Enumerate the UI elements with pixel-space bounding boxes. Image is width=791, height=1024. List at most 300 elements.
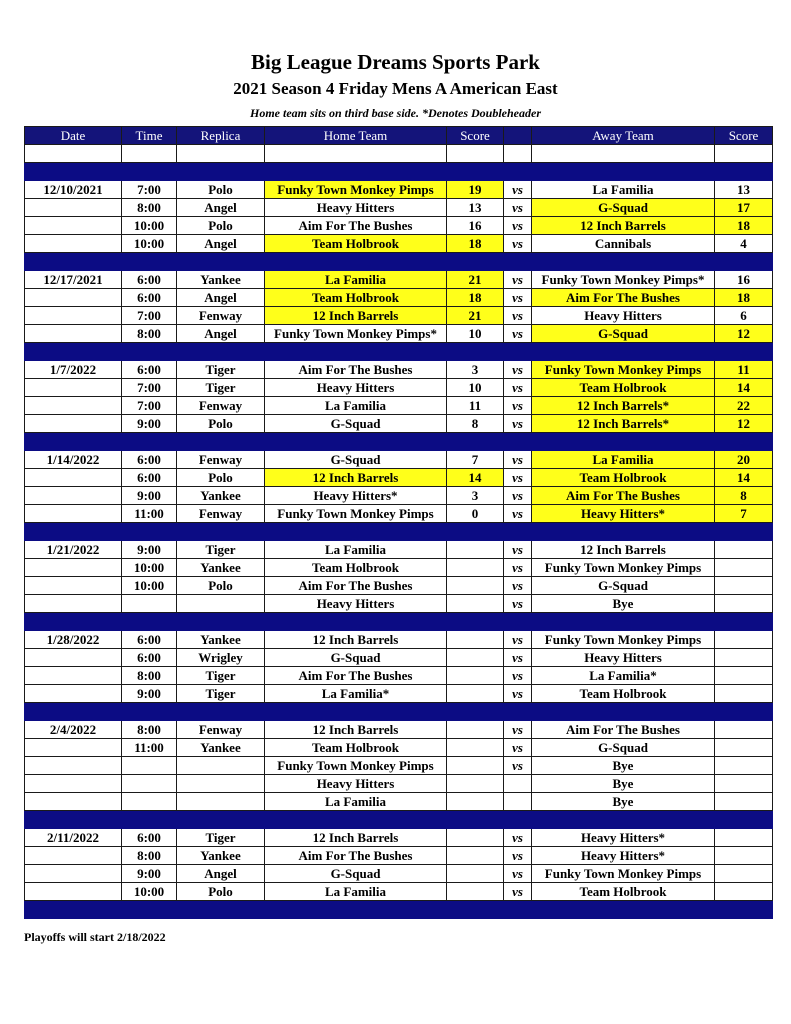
separator-cell: [504, 163, 532, 181]
week-separator-row: [25, 811, 773, 829]
time-cell: 6:00: [122, 631, 177, 649]
time-cell: 8:00: [122, 847, 177, 865]
separator-cell: [504, 433, 532, 451]
date-cell: [25, 883, 122, 901]
game-row: [25, 595, 773, 613]
replica-cell: Polo: [177, 883, 265, 901]
home-score-cell: [447, 883, 504, 901]
home-team-cell: Heavy Hitters: [265, 379, 447, 397]
replica-cell: Fenway: [177, 721, 265, 739]
separator-cell: [504, 253, 532, 271]
away-score-cell: [715, 649, 773, 667]
separator-cell: [177, 343, 265, 361]
home-score-cell: 19: [447, 181, 504, 199]
away-score-cell: 12: [715, 415, 773, 433]
away-team-cell: La Familia: [532, 451, 715, 469]
date-cell: [25, 577, 122, 595]
week-separator-row: [25, 901, 773, 919]
away-score-cell: [715, 685, 773, 703]
away-team-cell: Bye: [532, 595, 715, 613]
separator-cell: [447, 613, 504, 631]
away-team-cell: Heavy Hitters: [532, 649, 715, 667]
schedule-note: Home team sits on third base side. *Denotes Doubleheader: [250, 106, 541, 120]
game-row: [25, 379, 773, 397]
home-team-cell: Team Holbrook: [265, 739, 447, 757]
home-score-cell: [447, 829, 504, 847]
table-header-row: [25, 127, 773, 145]
separator-cell: [532, 253, 715, 271]
separator-cell: [447, 703, 504, 721]
vs-cell: vs: [504, 469, 532, 487]
home-score-cell: 21: [447, 307, 504, 325]
home-team-cell: G-Squad: [265, 415, 447, 433]
game-row: [25, 505, 773, 523]
away-team-cell: 12 Inch Barrels*: [532, 397, 715, 415]
away-team-cell: G-Squad: [532, 199, 715, 217]
separator-cell: [25, 703, 122, 721]
separator-cell: [532, 433, 715, 451]
date-cell: [25, 235, 122, 253]
replica-cell: Yankee: [177, 631, 265, 649]
away-score-cell: [715, 757, 773, 775]
home-team-cell: Team Holbrook: [265, 559, 447, 577]
away-score-cell: [715, 847, 773, 865]
game-row: [25, 829, 773, 847]
week-separator-row: [25, 343, 773, 361]
time-cell: 9:00: [122, 487, 177, 505]
separator-cell: [265, 703, 447, 721]
column-header-home-score: Score: [447, 127, 504, 145]
game-row: [25, 181, 773, 199]
game-row: [25, 307, 773, 325]
game-row: [25, 649, 773, 667]
date-cell: 1/28/2022: [25, 631, 122, 649]
away-team-cell: Aim For The Bushes: [532, 289, 715, 307]
date-cell: [25, 379, 122, 397]
away-team-cell: 12 Inch Barrels: [532, 541, 715, 559]
replica-cell: [177, 757, 265, 775]
time-cell: [122, 595, 177, 613]
home-score-cell: 10: [447, 325, 504, 343]
replica-cell: Tiger: [177, 685, 265, 703]
separator-cell: [25, 163, 122, 181]
time-cell: 11:00: [122, 739, 177, 757]
away-team-cell: G-Squad: [532, 325, 715, 343]
separator-cell: [177, 163, 265, 181]
separator-cell: [715, 703, 773, 721]
game-row: [25, 847, 773, 865]
away-score-cell: [715, 721, 773, 739]
date-cell: [25, 505, 122, 523]
game-row: [25, 397, 773, 415]
replica-cell: Yankee: [177, 559, 265, 577]
time-cell: 6:00: [122, 289, 177, 307]
away-score-cell: 22: [715, 397, 773, 415]
home-team-cell: La Familia: [265, 883, 447, 901]
time-cell: 10:00: [122, 577, 177, 595]
time-cell: 6:00: [122, 361, 177, 379]
schedule-subtitle: 2021 Season 4 Friday Mens A American East: [233, 79, 558, 98]
time-cell: 6:00: [122, 451, 177, 469]
time-cell: 6:00: [122, 829, 177, 847]
home-score-cell: [447, 631, 504, 649]
away-score-cell: [715, 739, 773, 757]
separator-cell: [25, 433, 122, 451]
replica-cell: Fenway: [177, 397, 265, 415]
date-cell: [25, 307, 122, 325]
away-team-cell: Cannibals: [532, 235, 715, 253]
game-row: [25, 289, 773, 307]
separator-cell: [715, 811, 773, 829]
home-team-cell: Heavy Hitters: [265, 595, 447, 613]
home-score-cell: 14: [447, 469, 504, 487]
replica-cell: Polo: [177, 181, 265, 199]
playoffs-note: Playoffs will start 2/18/2022: [24, 930, 166, 944]
vs-cell: vs: [504, 217, 532, 235]
date-cell: 2/11/2022: [25, 829, 122, 847]
time-cell: 9:00: [122, 865, 177, 883]
game-row: [25, 361, 773, 379]
away-score-cell: [715, 631, 773, 649]
week-separator-row: [25, 163, 773, 181]
separator-cell: [122, 523, 177, 541]
separator-cell: [447, 343, 504, 361]
vs-cell: vs: [504, 451, 532, 469]
home-team-cell: Aim For The Bushes: [265, 667, 447, 685]
replica-cell: Wrigley: [177, 649, 265, 667]
time-cell: 8:00: [122, 325, 177, 343]
separator-cell: [122, 253, 177, 271]
separator-cell: [447, 901, 504, 919]
separator-cell: [715, 163, 773, 181]
time-cell: 11:00: [122, 505, 177, 523]
vs-cell: vs: [504, 883, 532, 901]
away-team-cell: Aim For The Bushes: [532, 487, 715, 505]
separator-cell: [532, 163, 715, 181]
separator-cell: [447, 523, 504, 541]
date-cell: [25, 289, 122, 307]
replica-cell: Fenway: [177, 307, 265, 325]
separator-cell: [265, 811, 447, 829]
vs-cell: vs: [504, 865, 532, 883]
game-row: [25, 325, 773, 343]
replica-cell: [177, 595, 265, 613]
date-cell: [25, 217, 122, 235]
separator-cell: [447, 253, 504, 271]
blank-cell: [122, 145, 177, 163]
separator-cell: [715, 253, 773, 271]
separator-cell: [265, 901, 447, 919]
separator-cell: [265, 613, 447, 631]
vs-cell: vs: [504, 757, 532, 775]
date-cell: [25, 595, 122, 613]
game-row: [25, 721, 773, 739]
home-score-cell: 18: [447, 289, 504, 307]
game-row: [25, 667, 773, 685]
game-row: [25, 217, 773, 235]
home-team-cell: Funky Town Monkey Pimps: [265, 181, 447, 199]
week-separator-row: [25, 613, 773, 631]
away-score-cell: 14: [715, 469, 773, 487]
game-row: [25, 541, 773, 559]
separator-cell: [504, 811, 532, 829]
separator-cell: [447, 433, 504, 451]
home-score-cell: [447, 667, 504, 685]
game-row: [25, 469, 773, 487]
replica-cell: Tiger: [177, 541, 265, 559]
date-cell: [25, 685, 122, 703]
separator-cell: [177, 703, 265, 721]
game-row: [25, 487, 773, 505]
week-separator-row: [25, 433, 773, 451]
separator-cell: [25, 523, 122, 541]
separator-cell: [25, 343, 122, 361]
vs-cell: vs: [504, 361, 532, 379]
home-team-cell: 12 Inch Barrels: [265, 469, 447, 487]
replica-cell: Tiger: [177, 361, 265, 379]
date-cell: [25, 757, 122, 775]
time-cell: 8:00: [122, 667, 177, 685]
away-score-cell: 16: [715, 271, 773, 289]
separator-cell: [25, 253, 122, 271]
away-score-cell: 17: [715, 199, 773, 217]
time-cell: 9:00: [122, 685, 177, 703]
away-score-cell: [715, 883, 773, 901]
home-score-cell: 10: [447, 379, 504, 397]
home-team-cell: 12 Inch Barrels: [265, 307, 447, 325]
time-cell: [122, 793, 177, 811]
home-score-cell: [447, 775, 504, 793]
column-header-vs: [504, 127, 532, 145]
separator-cell: [265, 163, 447, 181]
home-score-cell: [447, 685, 504, 703]
home-team-cell: La Familia*: [265, 685, 447, 703]
separator-cell: [265, 523, 447, 541]
separator-cell: [532, 703, 715, 721]
away-score-cell: [715, 541, 773, 559]
column-header-time: Time: [122, 127, 177, 145]
away-team-cell: Heavy Hitters*: [532, 829, 715, 847]
home-score-cell: [447, 577, 504, 595]
week-separator-row: [25, 253, 773, 271]
replica-cell: Angel: [177, 865, 265, 883]
away-score-cell: [715, 829, 773, 847]
away-team-cell: Heavy Hitters*: [532, 505, 715, 523]
vs-cell: vs: [504, 631, 532, 649]
time-cell: [122, 757, 177, 775]
replica-cell: Angel: [177, 199, 265, 217]
separator-cell: [265, 433, 447, 451]
date-cell: [25, 865, 122, 883]
separator-cell: [715, 901, 773, 919]
date-cell: [25, 847, 122, 865]
game-row: [25, 865, 773, 883]
away-team-cell: Heavy Hitters: [532, 307, 715, 325]
replica-cell: Angel: [177, 325, 265, 343]
away-team-cell: G-Squad: [532, 739, 715, 757]
away-score-cell: 18: [715, 289, 773, 307]
away-team-cell: Funky Town Monkey Pimps*: [532, 271, 715, 289]
replica-cell: Yankee: [177, 487, 265, 505]
separator-cell: [532, 811, 715, 829]
date-cell: [25, 487, 122, 505]
replica-cell: Polo: [177, 415, 265, 433]
blank-cell: [504, 145, 532, 163]
separator-cell: [532, 901, 715, 919]
separator-cell: [715, 523, 773, 541]
home-team-cell: La Familia: [265, 541, 447, 559]
blank-row: [25, 145, 773, 163]
game-row: [25, 559, 773, 577]
replica-cell: Fenway: [177, 505, 265, 523]
home-team-cell: Aim For The Bushes: [265, 847, 447, 865]
home-team-cell: Heavy Hitters*: [265, 487, 447, 505]
time-cell: 8:00: [122, 199, 177, 217]
away-score-cell: [715, 595, 773, 613]
replica-cell: Polo: [177, 217, 265, 235]
time-cell: 10:00: [122, 235, 177, 253]
vs-cell: vs: [504, 667, 532, 685]
replica-cell: Tiger: [177, 667, 265, 685]
home-team-cell: Team Holbrook: [265, 289, 447, 307]
column-header-away-score: Score: [715, 127, 773, 145]
away-team-cell: Bye: [532, 775, 715, 793]
vs-cell: vs: [504, 289, 532, 307]
date-cell: 1/21/2022: [25, 541, 122, 559]
separator-cell: [532, 343, 715, 361]
away-score-cell: 4: [715, 235, 773, 253]
game-row: [25, 757, 773, 775]
separator-cell: [122, 901, 177, 919]
week-separator-row: [25, 703, 773, 721]
home-score-cell: 3: [447, 487, 504, 505]
game-row: [25, 775, 773, 793]
date-cell: [25, 469, 122, 487]
blank-cell: [265, 145, 447, 163]
vs-cell: vs: [504, 721, 532, 739]
home-score-cell: [447, 721, 504, 739]
time-cell: 10:00: [122, 217, 177, 235]
date-cell: [25, 667, 122, 685]
time-cell: 7:00: [122, 379, 177, 397]
separator-cell: [265, 253, 447, 271]
home-team-cell: La Familia: [265, 271, 447, 289]
separator-cell: [447, 163, 504, 181]
away-team-cell: La Familia*: [532, 667, 715, 685]
date-cell: 1/7/2022: [25, 361, 122, 379]
game-row: [25, 631, 773, 649]
away-team-cell: 12 Inch Barrels: [532, 217, 715, 235]
game-row: [25, 451, 773, 469]
game-row: [25, 415, 773, 433]
away-team-cell: Team Holbrook: [532, 685, 715, 703]
home-team-cell: 12 Inch Barrels: [265, 721, 447, 739]
blank-cell: [25, 145, 122, 163]
away-team-cell: Funky Town Monkey Pimps: [532, 361, 715, 379]
vs-cell: vs: [504, 505, 532, 523]
replica-cell: Yankee: [177, 739, 265, 757]
replica-cell: Yankee: [177, 271, 265, 289]
separator-cell: [25, 613, 122, 631]
separator-cell: [122, 163, 177, 181]
week-separator-row: [25, 523, 773, 541]
replica-cell: [177, 793, 265, 811]
game-row: [25, 199, 773, 217]
away-score-cell: 8: [715, 487, 773, 505]
separator-cell: [265, 343, 447, 361]
vs-cell: vs: [504, 829, 532, 847]
separator-cell: [715, 613, 773, 631]
time-cell: 7:00: [122, 307, 177, 325]
vs-cell: vs: [504, 271, 532, 289]
away-score-cell: 18: [715, 217, 773, 235]
away-team-cell: Aim For The Bushes: [532, 721, 715, 739]
home-score-cell: [447, 649, 504, 667]
vs-cell: vs: [504, 235, 532, 253]
time-cell: 6:00: [122, 469, 177, 487]
time-cell: 10:00: [122, 883, 177, 901]
home-score-cell: [447, 595, 504, 613]
date-cell: [25, 325, 122, 343]
home-score-cell: 18: [447, 235, 504, 253]
home-score-cell: 3: [447, 361, 504, 379]
game-row: [25, 883, 773, 901]
home-team-cell: Funky Town Monkey Pimps*: [265, 325, 447, 343]
away-score-cell: 12: [715, 325, 773, 343]
vs-cell: vs: [504, 181, 532, 199]
separator-cell: [122, 613, 177, 631]
vs-cell: vs: [504, 487, 532, 505]
date-cell: 12/17/2021: [25, 271, 122, 289]
away-score-cell: [715, 775, 773, 793]
vs-cell: vs: [504, 739, 532, 757]
date-cell: [25, 739, 122, 757]
away-team-cell: La Familia: [532, 181, 715, 199]
home-score-cell: [447, 847, 504, 865]
away-score-cell: [715, 793, 773, 811]
home-score-cell: [447, 865, 504, 883]
vs-cell: vs: [504, 541, 532, 559]
replica-cell: Tiger: [177, 379, 265, 397]
separator-cell: [122, 433, 177, 451]
game-row: [25, 793, 773, 811]
separator-cell: [504, 901, 532, 919]
home-team-cell: G-Squad: [265, 865, 447, 883]
home-team-cell: 12 Inch Barrels: [265, 829, 447, 847]
blank-cell: [715, 145, 773, 163]
vs-cell: vs: [504, 307, 532, 325]
date-cell: [25, 415, 122, 433]
replica-cell: Fenway: [177, 451, 265, 469]
separator-cell: [177, 811, 265, 829]
home-score-cell: 8: [447, 415, 504, 433]
time-cell: 6:00: [122, 271, 177, 289]
replica-cell: Angel: [177, 235, 265, 253]
home-team-cell: Team Holbrook: [265, 235, 447, 253]
away-team-cell: 12 Inch Barrels*: [532, 415, 715, 433]
game-row: [25, 577, 773, 595]
home-team-cell: Funky Town Monkey Pimps: [265, 505, 447, 523]
away-score-cell: [715, 577, 773, 595]
away-team-cell: Funky Town Monkey Pimps: [532, 631, 715, 649]
time-cell: 10:00: [122, 559, 177, 577]
home-team-cell: La Familia: [265, 397, 447, 415]
separator-cell: [122, 703, 177, 721]
column-header-home-team: Home Team: [265, 127, 447, 145]
away-team-cell: Heavy Hitters*: [532, 847, 715, 865]
vs-cell: vs: [504, 325, 532, 343]
separator-cell: [122, 811, 177, 829]
